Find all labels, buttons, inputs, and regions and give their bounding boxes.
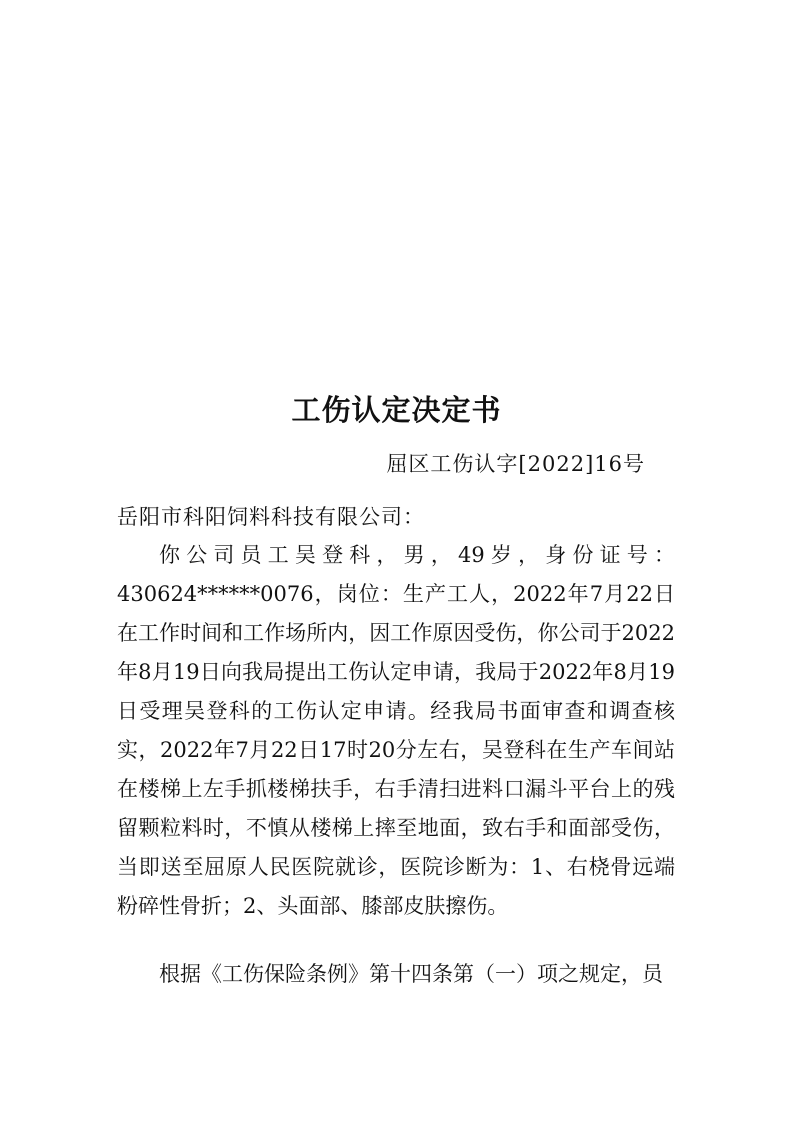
document-number: 屈区工伤认字[2022]16号	[386, 452, 645, 476]
body-paragraph-basis: 根据《工伤保险条例》第十四条第（一）项之规定，员	[159, 962, 663, 986]
document-title: 工伤认定决定书	[291, 393, 502, 427]
body-paragraph-facts: 你公司员工吴登科，男，49岁，身份证号：430624******0076，岗位：生产工人，2022年7月22日在工作时间和工作场所内，因工作原因受伤，你公司于2022年8月19日向我局提出工伤认定申请，我局于2022年8月19日受理吴登科的工伤认定申请。经我局书面审查和调查核实，2022年7月22日17时20分左右，吴登科在生产车间站在楼梯上左手抓楼梯扶手，右手清扫进料口漏斗平台上的残留颗粒料时，不慎从楼梯上摔至地面，致右手和面部受伤，当即送至屈原人民医院就诊，医院诊断为：1、右桡骨远端粉碎性骨折；2、头面部、膝部皮肤擦伤。	[117, 543, 675, 918]
addressee: 岳阳市科阳饲料科技有限公司：	[117, 505, 425, 529]
